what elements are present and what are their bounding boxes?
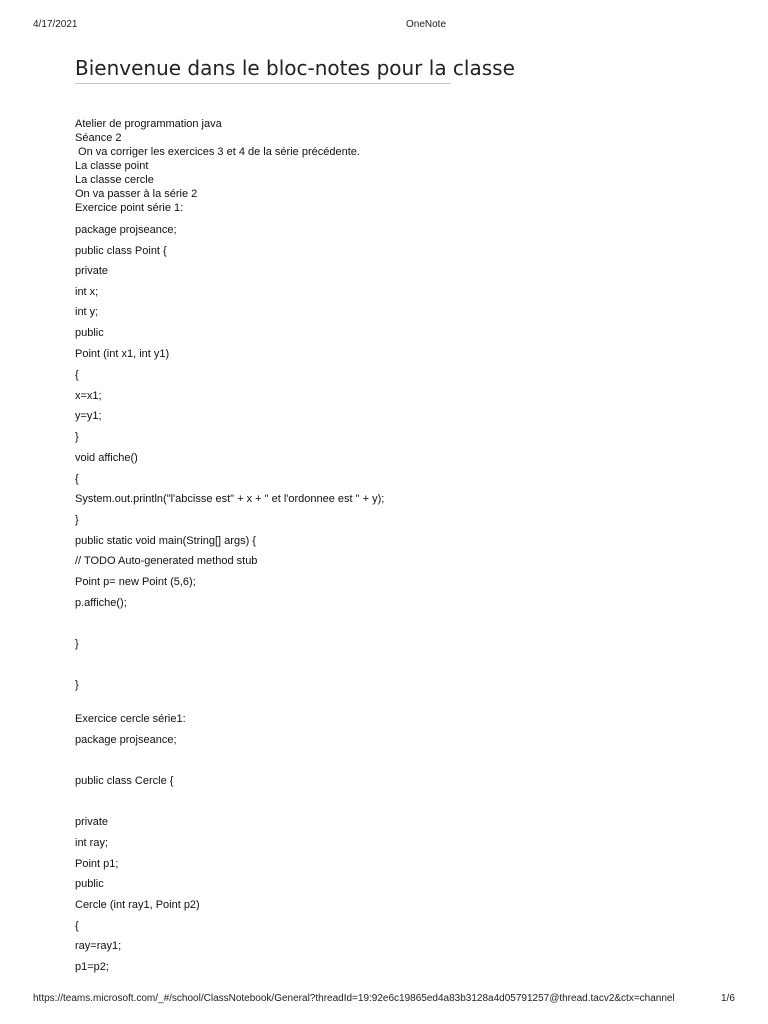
note-line: int y; <box>75 306 99 318</box>
note-line: La classe cercle <box>75 174 154 186</box>
note-line: void affiche() <box>75 452 138 464</box>
note-line: Point p1; <box>75 858 119 870</box>
note-line: } <box>75 514 79 526</box>
note-line: // TODO Auto-generated method stub <box>75 555 258 567</box>
note-line: Séance 2 <box>75 132 122 144</box>
note-line: La classe point <box>75 160 149 172</box>
note-line: p1=p2; <box>75 961 109 973</box>
note-line: { <box>75 473 79 485</box>
note-line: } <box>75 679 79 691</box>
note-line: } <box>75 431 79 443</box>
note-line: int ray; <box>75 837 109 849</box>
note-line: x=x1; <box>75 390 102 402</box>
note-line: { <box>75 920 79 932</box>
note-line: int x; <box>75 286 99 298</box>
note-line: public <box>75 878 104 890</box>
note-line: Exercice point série 1: <box>75 202 184 214</box>
note-line: { <box>75 369 79 381</box>
note-line: public <box>75 327 104 339</box>
note-line: Exercice cercle série1: <box>75 713 186 725</box>
note-line: System.out.println("l'abcisse est" + x + " et l'ordonnee est " + y); <box>75 493 385 505</box>
note-line: private <box>75 816 109 828</box>
note-line: public static void main(String[] args) { <box>75 535 256 547</box>
note-line: private <box>75 265 109 277</box>
note-line: Cercle (int ray1, Point p2) <box>75 899 200 911</box>
print-footer-url: https://teams.microsoft.com/_#/school/ClassNotebook/General?threadId=19:92e6c19865ed4a83b3128a4d05791257@thread.tacv2&ctx=channel <box>33 993 675 1004</box>
print-page-number: 1/6 <box>721 993 735 1004</box>
note-line: Point p= new Point (5,6); <box>75 576 196 588</box>
note-line: public class Point { <box>75 245 167 257</box>
note-line: package projseance; <box>75 224 177 236</box>
note-line: p.affiche(); <box>75 597 127 609</box>
note-line: On va corriger les exercices 3 et 4 de la série précédente. <box>75 146 360 158</box>
title-underline <box>75 83 450 84</box>
note-line: } <box>75 638 79 650</box>
print-date: 4/17/2021 <box>33 19 78 30</box>
print-app-name: OneNote <box>406 19 447 30</box>
note-line: On va passer à la série 2 <box>75 188 198 200</box>
note-line: Atelier de programmation java <box>75 118 222 130</box>
note-line: Point (int x1, int y1) <box>75 348 170 360</box>
note-line: y=y1; <box>75 410 102 422</box>
note-line: ray=ray1; <box>75 940 122 952</box>
page-title: Bienvenue dans le bloc-notes pour la classe <box>75 56 515 80</box>
note-line: package projseance; <box>75 734 177 746</box>
note-line: public class Cercle { <box>75 775 174 787</box>
